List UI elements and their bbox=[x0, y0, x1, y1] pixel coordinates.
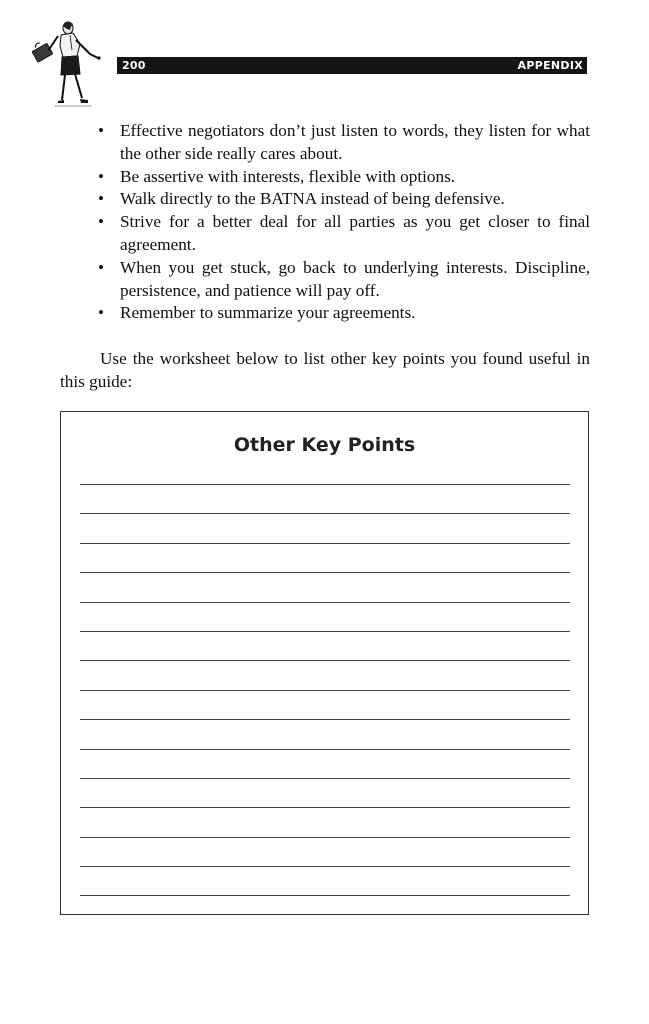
running-header bbox=[117, 57, 587, 74]
section-title: APPENDIX bbox=[517, 59, 583, 72]
list-item bbox=[98, 257, 590, 303]
list-item bbox=[98, 211, 590, 257]
worksheet-blank-line bbox=[80, 719, 570, 720]
bullet-icon: • bbox=[98, 121, 105, 140]
key-points-list bbox=[98, 120, 590, 325]
worksheet-blank-line bbox=[80, 484, 570, 485]
worksheet-blank-line bbox=[80, 807, 570, 808]
worksheet-blank-line bbox=[80, 749, 570, 750]
list-item-text: When you get stuck, go back to underlying interests. Discipline, persistence, and patience will pay off. bbox=[120, 257, 590, 300]
worksheet-blank-line bbox=[80, 602, 570, 603]
worksheet-intro: Use the worksheet below to list other key points you found useful in this guide: bbox=[60, 349, 590, 391]
worksheet-title: Other Key Points bbox=[233, 434, 416, 456]
list-item-text: Strive for a better deal for all parties as you get closer to final agreement. bbox=[120, 212, 590, 254]
worksheet-blank-line bbox=[80, 543, 570, 544]
worksheet-lines bbox=[80, 484, 570, 925]
list-item bbox=[98, 166, 590, 189]
bullet-icon: • bbox=[98, 212, 105, 232]
page-number: 200 bbox=[122, 59, 146, 72]
businesswoman-illustration bbox=[28, 20, 108, 108]
worksheet-blank-line bbox=[80, 513, 570, 514]
worksheet-blank-line bbox=[80, 895, 570, 896]
worksheet-blank-line bbox=[80, 660, 570, 661]
list-item-text: Remember to summarize your agreements. bbox=[120, 303, 416, 323]
worksheet-blank-line bbox=[80, 866, 570, 867]
worksheet-blank-line bbox=[80, 778, 570, 779]
bullet-icon: • bbox=[98, 166, 105, 186]
worksheet-blank-line bbox=[80, 572, 570, 573]
bullet-icon: • bbox=[98, 303, 105, 323]
list-item-text: Effective negotiators don’t just listen to words, they listen for what the other side really cares about. bbox=[120, 121, 590, 163]
worksheet-blank-line bbox=[80, 837, 570, 838]
bullet-icon: • bbox=[98, 257, 105, 277]
bullet-icon: • bbox=[98, 189, 105, 209]
worksheet-box bbox=[60, 411, 589, 915]
worksheet-blank-line bbox=[80, 690, 570, 691]
list-item bbox=[98, 120, 590, 166]
list-item-text: Walk directly to the BATNA instead of being defensive. bbox=[120, 189, 505, 209]
list-item bbox=[98, 302, 590, 325]
list-item bbox=[98, 188, 590, 211]
briefcase-icon bbox=[32, 42, 53, 62]
list-item-text: Be assertive with interests, flexible with options. bbox=[120, 166, 456, 186]
worksheet-blank-line bbox=[80, 631, 570, 632]
